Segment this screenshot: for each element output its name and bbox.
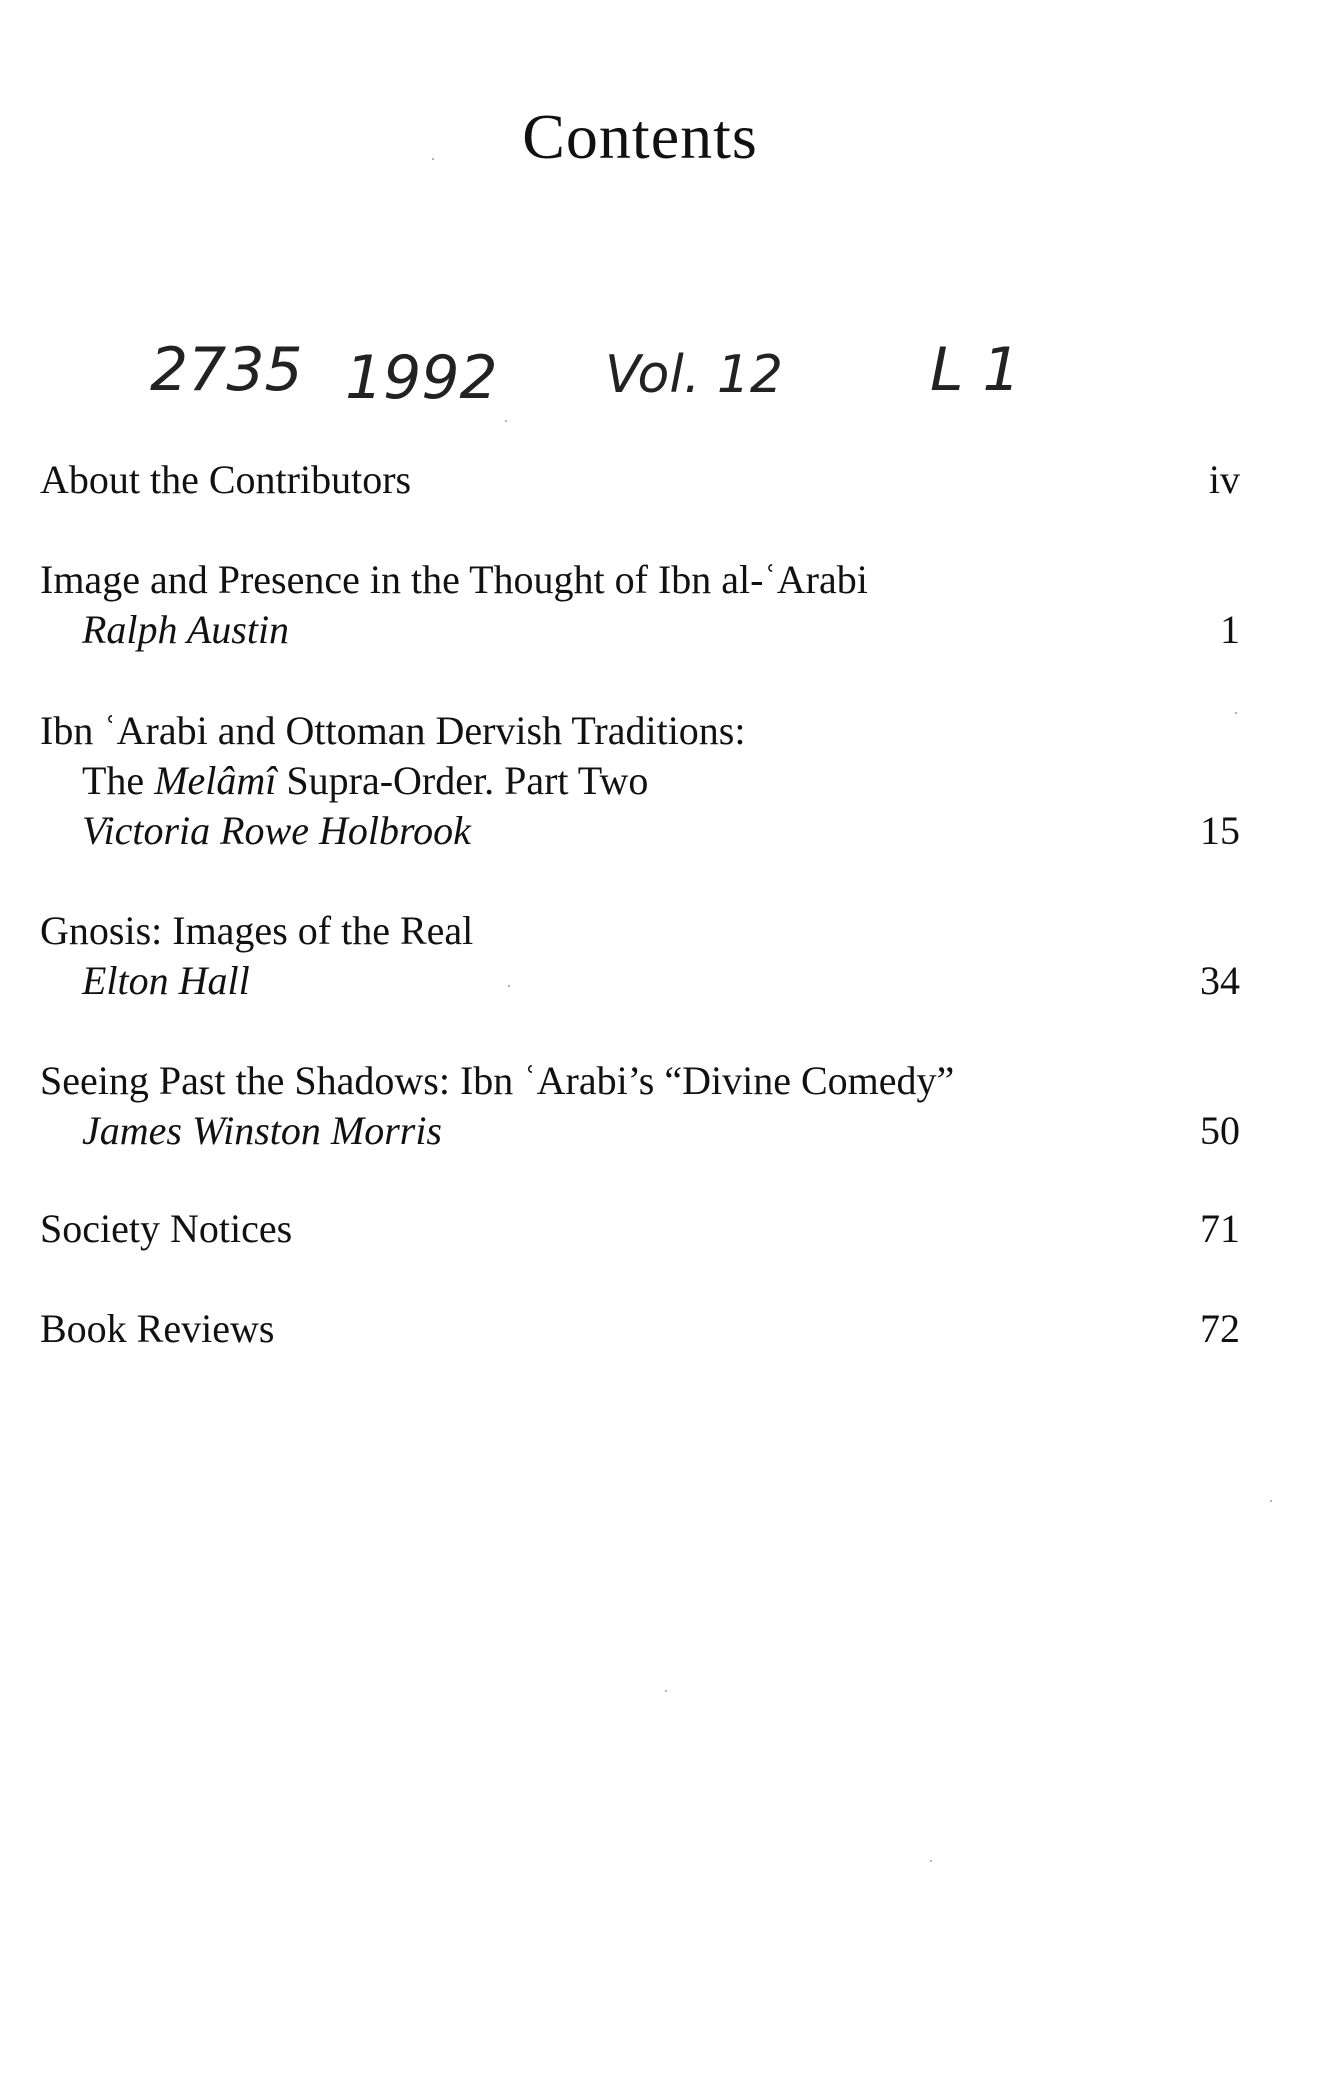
toc-entry-gnosis [40, 906, 1240, 1006]
toc-entry-image-and-presence [40, 555, 1240, 655]
toc-entry-title: Seeing Past the Shadows: Ibn ʿArabi’s “Divine Comedy” [40, 1058, 955, 1103]
toc-entry-title: Image and Presence in the Thought of Ibn al-ʿArabi [40, 557, 868, 602]
toc-entry-title: Book Reviews [40, 1306, 275, 1351]
handwritten-number: 2735 [150, 335, 303, 405]
toc-entry-page: iv [1208, 457, 1240, 502]
page-title: Contents [522, 101, 758, 172]
subtitle-prefix: The [82, 758, 155, 803]
toc-entry-page: 34 [1200, 958, 1240, 1003]
toc-entry-seeing-past-shadows [40, 1056, 1240, 1156]
toc-entry-page: 71 [1200, 1206, 1240, 1251]
toc-entry-about-contributors [40, 455, 1240, 505]
scan-speck [432, 158, 434, 160]
toc-entry-author: Elton Hall [82, 958, 250, 1003]
handwritten-note-drawing [150, 320, 1050, 420]
toc-entry-title: About the Contributors [40, 457, 412, 502]
toc-entry-title: Gnosis: Images of the Real [40, 908, 474, 953]
handwritten-note [150, 320, 1050, 420]
toc-entry-page: 72 [1200, 1306, 1240, 1351]
toc-entry-title: Ibn ʿArabi and Ottoman Dervish Traditions: [40, 708, 746, 753]
toc-entry-author: Victoria Rowe Holbrook [82, 808, 471, 853]
scan-speck [508, 985, 510, 987]
toc-entry-author: James Winston Morris [82, 1108, 442, 1153]
scan-speck [930, 1860, 932, 1862]
scan-speck [505, 420, 507, 422]
toc-entry-book-reviews [40, 1304, 1240, 1354]
scan-speck [1235, 712, 1237, 714]
toc-entry-page: 50 [1200, 1108, 1240, 1153]
toc-entry-title: Society Notices [40, 1206, 293, 1251]
handwritten-volume: Vol. 12 [605, 345, 784, 405]
scan-speck [665, 1690, 667, 1692]
handwritten-year: 1992 [345, 343, 498, 413]
toc-entry-page: 15 [1200, 808, 1240, 853]
toc-entry-ottoman-dervish [40, 706, 1240, 856]
toc-entry-society-notices [40, 1204, 1240, 1254]
toc-entry-page: 1 [1220, 607, 1240, 652]
handwritten-code: L 1 [930, 335, 1021, 405]
subtitle-italic-term: Melâmî [154, 758, 277, 803]
subtitle-suffix: Supra-Order. Part Two [276, 758, 649, 803]
toc-entry-author: Ralph Austin [82, 607, 290, 652]
scan-speck [1270, 1500, 1272, 1502]
toc-entry-subtitle [40, 756, 1240, 806]
